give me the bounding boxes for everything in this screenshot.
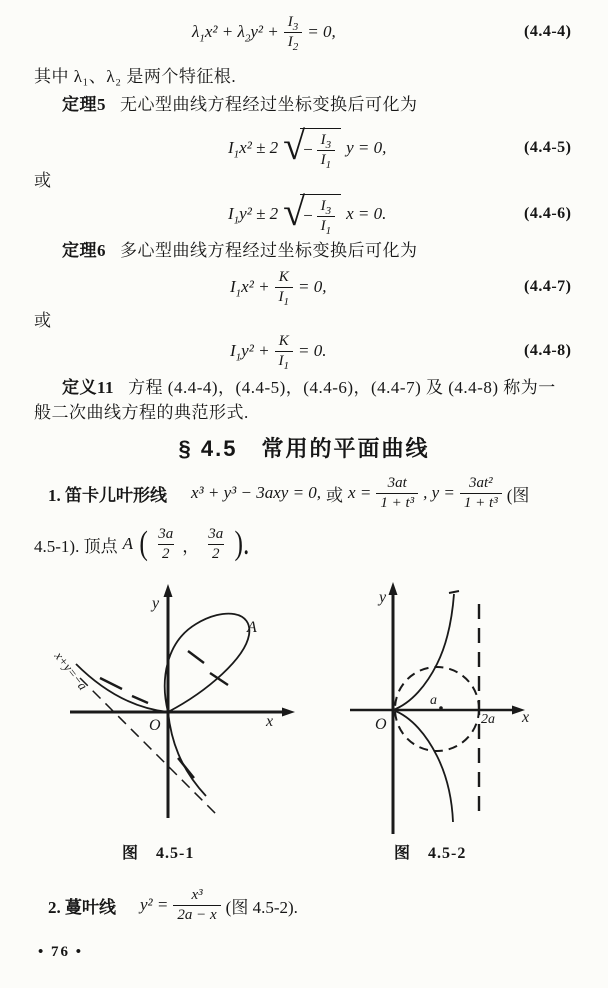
radicand: − $\frac{I_3}{I_1}$: [300, 194, 341, 235]
radius-label-a: a: [430, 693, 437, 708]
vertex-label-A: A: [247, 619, 257, 636]
item2-label: 2. 蔓叶线: [48, 897, 116, 917]
radical-sign: √: [283, 123, 306, 168]
section-heading: § 4.5 常用的平面曲线: [178, 436, 430, 461]
equation-444-row: [0, 8, 608, 56]
radicand: − $\frac{I_3}{I_1}$: [300, 128, 341, 169]
item1-label: 1. 笛卡儿叶形线: [48, 485, 167, 505]
item2-eq-lhs: y² =: [140, 895, 169, 914]
x-axis-arrow: [282, 708, 295, 717]
fraction: $\frac{3a}{2}$: [158, 525, 174, 562]
eq447-lhs: $I_1x^2$ +: [230, 277, 270, 300]
item2-fig-ref: (图 4.5-2).: [225, 897, 298, 917]
or-connector-1: 或: [34, 171, 52, 190]
item1-fig-ref: (图: [506, 485, 530, 505]
item2-line: [48, 880, 298, 930]
direction-dash: [132, 696, 148, 703]
eq448-lhs: $I_1y^2$ +: [230, 341, 270, 364]
equation-446: [228, 188, 386, 240]
origin-label: O: [375, 716, 387, 733]
equation-447-row: [0, 264, 608, 310]
folium-loop-curve: [165, 614, 250, 712]
eq448-rhs: = 0.: [298, 341, 327, 360]
equation-446-row: [0, 188, 608, 240]
fig1-caption: 图 4.5-1: [122, 845, 195, 862]
square-root: [283, 123, 341, 171]
eq444-rhs: = 0,: [307, 22, 336, 41]
fraction: $\frac{3a}{2}$: [208, 525, 224, 562]
fraction: $\frac{\text{x³}}{2a - x}$: [173, 887, 220, 924]
asymptote-equation-label: x+y=−a: [51, 648, 91, 693]
equation-445: [228, 122, 386, 174]
fraction-denominator: $I_2$: [284, 32, 303, 51]
y-axis-arrow: [389, 582, 398, 595]
y-axis-arrow: [164, 584, 173, 597]
theorem-5-line: [0, 94, 608, 116]
folium-lower-branch: [168, 712, 206, 796]
theorem-6-line: [0, 240, 608, 262]
close-paren: ).: [234, 525, 250, 563]
circle-center-dot: [439, 706, 443, 710]
figure-cissoid: [338, 576, 590, 838]
definition-11-label: 定义11: [62, 378, 115, 397]
equation-number-446: (4.4-6): [524, 205, 572, 222]
fig2-caption: 图 4.5-2: [394, 845, 467, 862]
definition-11-body: 方程 (4.4-4)，(4.4-5)，(4.4-6)，(4.4-7) 及 (4.4-8) 称为一: [128, 378, 556, 397]
equation-447: [230, 264, 327, 310]
direction-dash: [178, 758, 194, 778]
open-paren: (: [139, 525, 148, 563]
fraction: $\frac{3at}{\text{1 + t³}}$: [376, 475, 418, 512]
cissoid-lower-branch: [393, 710, 453, 822]
fraction-numerator: $I_3$: [287, 13, 299, 33]
cissoid-upper-branch: [393, 594, 454, 710]
axis-label-y: y: [379, 589, 387, 606]
item1-line2: 4.5-1). 顶点 A ( $\frac{3a}{2}$ ， $\frac{3a}{2}$ ).: [34, 525, 250, 563]
eq446-rhs: x = 0.: [346, 204, 387, 223]
equation-448: [230, 328, 327, 374]
eq447-rhs: = 0,: [298, 277, 327, 296]
intercept-label-2a: 2a: [481, 712, 495, 727]
origin-label: O: [149, 717, 161, 734]
theorem-6-body: 多心型曲线方程经过坐标变换后可化为: [120, 241, 418, 260]
equation-number-448: (4.4-8): [524, 342, 572, 359]
fraction: $\frac{K}{I_1}$: [275, 269, 294, 306]
paragraph-characteristic-roots: 其中 λ₁、λ₂ 是两个特征根.: [34, 67, 237, 86]
radical-sign: √: [283, 189, 306, 234]
eq444-lhs: $\lambda_1x^2 + \lambda_2y^2$ +: [192, 22, 279, 45]
equation-445-row: [0, 122, 608, 174]
definition-11-line1: [0, 377, 608, 399]
eq446-lhs: $I_1y^2 \pm 2$: [228, 204, 279, 227]
item1-line1: 1. 笛卡儿叶形线 x³ + y³ − 3axy = 0, 或 x = $\frac{3at}{\text{1 + t³}}$ , y = $\frac{\text{3at²}}{\text{1 + t³}}$ (图: [48, 474, 530, 511]
axis-label-x: x: [522, 709, 530, 726]
axis-label-y: y: [152, 595, 160, 612]
theorem-5-body: 无心型曲线方程经过坐标变换后可化为: [120, 95, 418, 114]
fraction: $\frac{K}{I_1}$: [275, 333, 294, 370]
fraction: [284, 14, 303, 51]
definition-11-line2: 般二次曲线方程的典范形式.: [34, 403, 249, 422]
theorem-5-label: 定理5: [62, 95, 106, 114]
equation-444: [192, 8, 336, 56]
direction-dash: [188, 651, 204, 663]
equation-number-445: (4.4-5): [524, 139, 572, 156]
square-root: [283, 189, 341, 237]
equation-number-444: (4.4-4): [524, 23, 572, 40]
asymptote-line: [80, 678, 220, 818]
equation-448-row: [0, 328, 608, 374]
or-connector-2: 或: [34, 311, 52, 330]
figure-folium-of-descartes: [38, 578, 308, 836]
axis-label-x: x: [266, 713, 274, 730]
eq445-lhs: $I_1x^2 \pm 2$: [228, 138, 279, 161]
equation-number-447: (4.4-7): [524, 278, 572, 295]
eq445-rhs: y = 0,: [346, 138, 387, 157]
theorem-6-label: 定理6: [62, 241, 106, 260]
page-number: • 76 •: [38, 944, 84, 960]
fraction: $\frac{\text{3at²}}{\text{1 + t³}}$: [460, 475, 502, 512]
item1-eq-implicit: x³ + y³ − 3axy = 0,: [191, 483, 322, 502]
curve-end-tick: [449, 591, 459, 593]
